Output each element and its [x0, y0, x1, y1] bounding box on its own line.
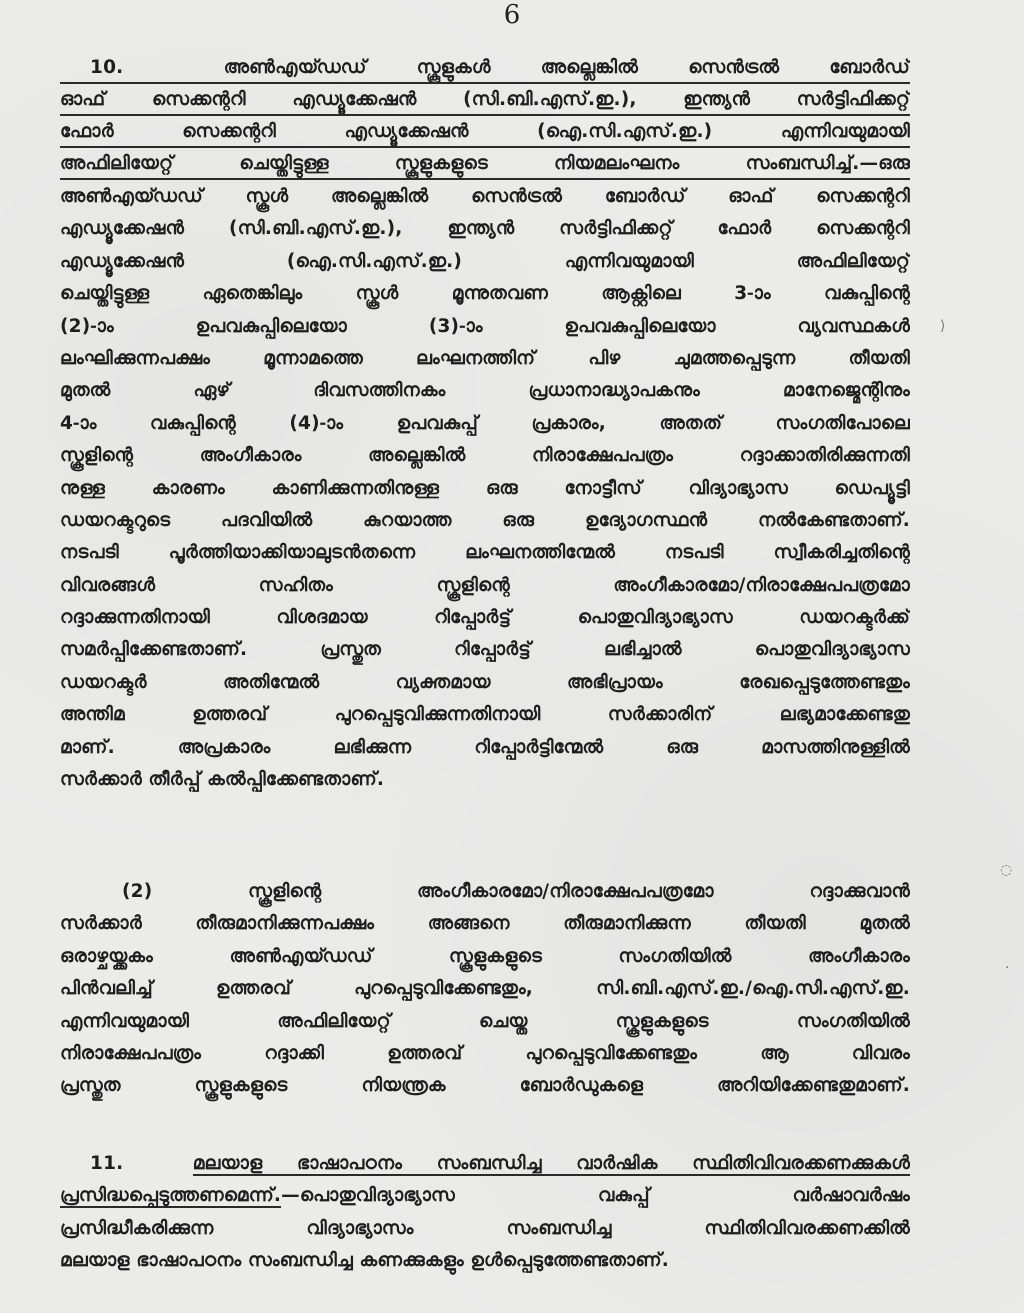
subsection-2-line: നിരാക്ഷേപപത്രം റദ്ദാക്കി ഉത്തരവ് പുറപ്പെടുവിക്കേണ്ടതും ആ വിവരം	[60, 1042, 910, 1064]
section-11-body-line: പ്രസിദ്ധീകരിക്കുന്ന വിദ്യാഭ്യാസം സംബന്ധിച്ച സ്ഥിതിവിവരക്കണക്കിൽ	[60, 1217, 910, 1239]
section-10-subsection-2	[60, 876, 910, 1103]
section-10-body-line: നടപടി പൂർത്തിയാക്കിയാലുടൻതന്നെ ലംഘനത്തിന്മേൽ നടപടി സ്വീകരിച്ചതിന്റെ	[60, 542, 910, 564]
section-10-body-line: അൺഎയ്ഡഡ് സ്കൂൾ അല്ലെങ്കിൽ സെൻട്രൽ ബോർഡ് ഓഫ് സെക്കന്ററി	[60, 186, 910, 207]
section-11-heading-line-1	[60, 1148, 910, 1180]
section-11-heading-text: പ്രസിദ്ധപ്പെടുത്തണമെന്ന്.	[60, 1185, 282, 1207]
section-10-body	[60, 181, 910, 796]
section-10-body-line: എഡ്യൂക്കേഷൻ (സി.ബി.എസ്.ഇ.), ഇന്ത്യൻ സർട്ടിഫിക്കറ്റ് ഫോർ സെക്കന്ററി	[60, 218, 910, 240]
section-10-body-line: (2)-ാം ഉപവകുപ്പിലെയോ (3)-ാം ഉപവകുപ്പിലെയോ വ്യവസ്ഥകൾ	[60, 315, 910, 337]
section-10-body-line: മാണ്. അപ്രകാരം ലഭിക്കുന്ന റിപ്പോർട്ടിന്മേൽ ഒരു മാസത്തിനുള്ളിൽ	[60, 736, 910, 758]
section-11-number: 11.	[90, 1153, 124, 1174]
section-10-heading-line-3: ഫോർ സെക്കന്ററി എഡ്യൂക്കേഷൻ (ഐ.സി.എസ്.ഇ.) എന്നിവയുമായി	[60, 116, 910, 148]
section-10-body-line: ലംഘിക്കുന്നപക്ഷം മൂന്നാമത്തെ ലംഘനത്തിന് പിഴ ചുമത്തപ്പെടുന്ന തീയതി	[60, 347, 910, 369]
section-11-heading-line-2	[60, 1180, 910, 1212]
section-10-body-line: സമർപ്പിക്കേണ്ടതാണ്. പ്രസ്തുത റിപ്പോർട്ട് ലഭിച്ചാൽ പൊതുവിദ്യാഭ്യാസ	[60, 639, 910, 661]
subsection-2-line: പ്രസ്തുത സ്കൂളുകളുടെ നിയന്ത്രക ബോർഡുകളെ അറിയിക്കേണ്ടതുമാണ്.	[60, 1075, 910, 1097]
section-10-heading	[60, 52, 910, 180]
margin-mark: ⟩	[940, 318, 946, 334]
margin-mark: ·	[1005, 960, 1010, 976]
section-10-body-line: റദ്ദാക്കുന്നതിനായി വിശദമായ റിപ്പോർട്ട് പൊതുവിദ്യാഭ്യാസ ഡയറക്ടർക്ക്	[60, 607, 910, 629]
section-11-body-line: മലയാള ഭാഷാപഠനം സംബന്ധിച്ച കണക്കുകളും ഉൾപ്പെടുത്തേണ്ടതാണ്.	[60, 1250, 669, 1272]
page-number: 6	[503, 0, 521, 30]
section-11	[60, 1148, 910, 1278]
section-10-number: 10.	[90, 57, 124, 78]
margin-mark: ◌	[1000, 862, 1013, 878]
section-10-heading-line-1: 10. അൺഎയ്ഡഡ് സ്കൂളുകൾ അല്ലെങ്കിൽ സെൻട്രൽ ബോർഡ്	[60, 52, 910, 84]
section-10-body-line: ഡയറക്ടറുടെ പദവിയിൽ കുറയാത്ത ഒരു ഉദ്യോഗസ്ഥൻ നൽകേണ്ടതാണ്.	[60, 509, 910, 531]
section-10-body-line: മുതൽ ഏഴ് ദിവസത്തിനകം പ്രധാനാദ്ധ്യാപകനും മാനേജ്മെന്റിനും	[60, 380, 910, 402]
section-10-body-line: സർക്കാർ തീർപ്പ് കൽപ്പിക്കേണ്ടതാണ്.	[60, 769, 385, 791]
section-11-heading-tail: —പൊതുവിദ്യാഭ്യാസ വകുപ്പ് വർഷാവർഷം	[281, 1185, 910, 1207]
section-10-body-line: ചെയ്തിട്ടുള്ള ഏതെങ്കിലും സ്കൂൾ മൂന്നുതവണ ആക്റ്റിലെ 3-ാം വകുപ്പിന്റെ	[60, 283, 910, 305]
section-10-heading-line-4: അഫിലിയേറ്റ് ചെയ്തിട്ടുള്ള സ്കൂളുകളുടെ നിയമലംഘനം സംബന്ധിച്ച്.—ഒരു	[60, 148, 910, 180]
section-10-body-line: നുള്ള കാരണം കാണിക്കുന്നതിനുള്ള ഒരു നോട്ടീസ് വിദ്യാഭ്യാസ ഡെപ്യൂട്ടി	[60, 477, 910, 499]
section-11-heading-text: മലയാള ഭാഷാപഠനം സംബന്ധിച്ച വാർഷിക സ്ഥിതിവിവരക്കണക്കുകൾ	[192, 1153, 910, 1174]
section-10-body-line: സ്കൂളിന്റെ അംഗീകാരം അല്ലെങ്കിൽ നിരാക്ഷേപപത്രം റദ്ദാക്കാതിരിക്കുന്നതി	[60, 445, 910, 467]
subsection-2-line: പിൻവലിച്ച് ഉത്തരവ് പുറപ്പെടുവിക്കേണ്ടതും, സി.ബി.എസ്.ഇ./ഐ.സി.എസ്.ഇ.	[60, 978, 910, 1000]
subsection-2-line: സർക്കാർ തീരുമാനിക്കുന്നപക്ഷം അങ്ങനെ തീരുമാനിക്കുന്ന തീയതി മുതൽ	[60, 913, 910, 935]
section-10-body-line: അന്തിമ ഉത്തരവ് പുറപ്പെടുവിക്കുന്നതിനായി സർക്കാരിന് ലഭ്യമാക്കേണ്ടതു	[60, 704, 910, 726]
section-10-body-line: 4-ാം വകുപ്പിന്റെ (4)-ാം ഉപവകുപ്പ് പ്രകാരം, അതത് സംഗതിപോലെ	[60, 412, 910, 434]
subsection-2-line: എന്നിവയുമായി അഫിലിയേറ്റ് ചെയ്ത സ്കൂളുകളുടെ സംഗതിയിൽ	[60, 1010, 910, 1032]
section-10-body-line: വിവരങ്ങൾ സഹിതം സ്കൂളിന്റെ അംഗീകാരമോ/നിരാക്ഷേപപത്രമോ	[60, 574, 910, 596]
section-10-heading-line-2: ഓഫ് സെക്കന്ററി എഡ്യൂക്കേഷൻ (സി.ബി.എസ്.ഇ.), ഇന്ത്യൻ സർട്ടിഫിക്കറ്റ്	[60, 84, 910, 116]
section-10-body-line: എഡ്യൂക്കേഷൻ (ഐ.സി.എസ്.ഇ.) എന്നിവയുമായി അഫിലിയേറ്റ്	[60, 250, 910, 272]
subsection-2-line: (2) സ്കൂളിന്റെ അംഗീകാരമോ/നിരാക്ഷേപപത്രമോ റദ്ദാക്കുവാൻ	[122, 881, 910, 902]
section-10-body-line: ഡയറക്ടർ അതിന്മേൽ വ്യക്തമായ അഭിപ്രായം രേഖപ്പെടുത്തേണ്ടതും	[60, 671, 910, 693]
subsection-2-line: ഒരാഴ്ചയ്ക്കകം അൺഎയ്ഡഡ് സ്കൂളുകളുടെ സംഗതിയിൽ അംഗീകാരം	[60, 945, 910, 967]
